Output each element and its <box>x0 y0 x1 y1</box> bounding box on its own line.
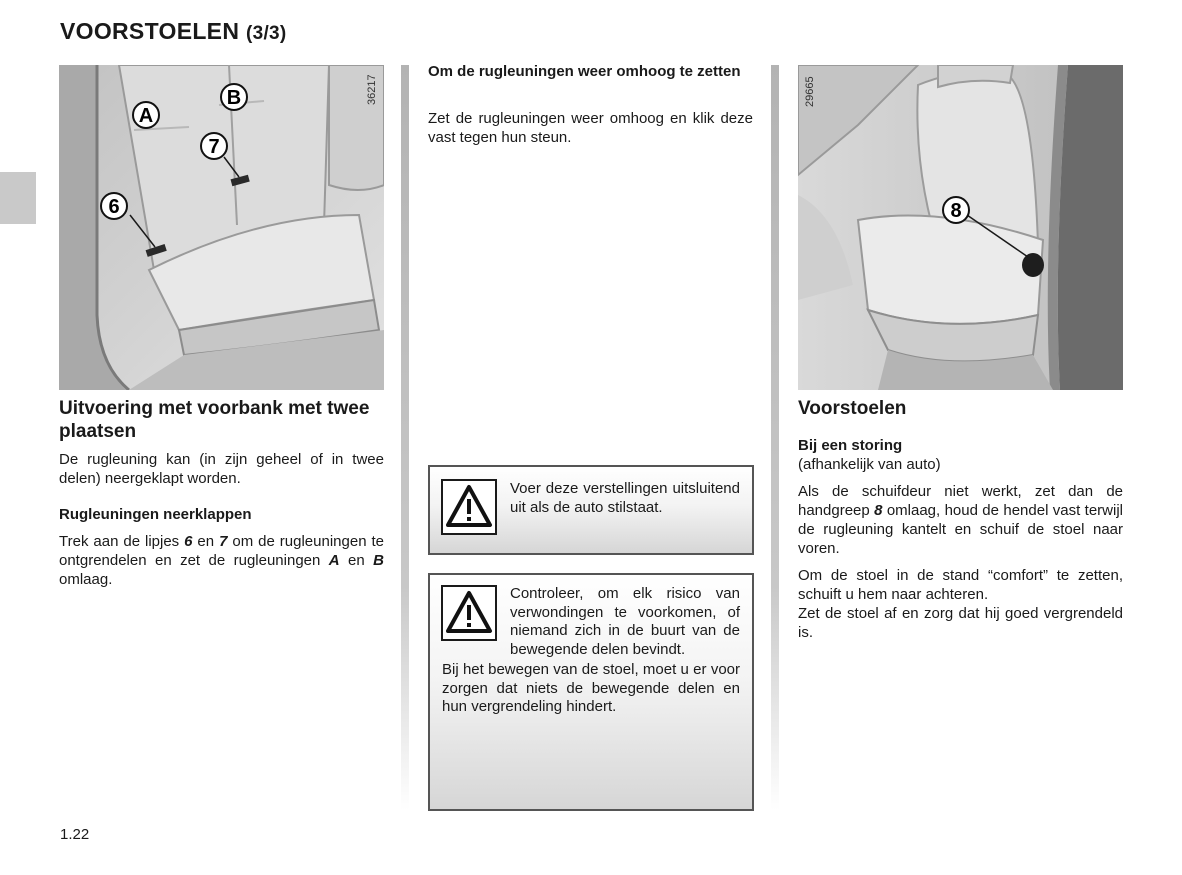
left-body-3: om de rugleuningen te ontgrendelen en zet de rugleuningen <box>59 533 384 569</box>
right-subheading: Bij een storing <box>798 437 903 454</box>
left-body-1: Trek aan de lipjes <box>59 533 185 550</box>
page-number: 1.22 <box>60 826 90 843</box>
section-tab <box>0 172 36 224</box>
page-title <box>60 18 287 45</box>
ref-a: A <box>328 552 340 569</box>
right-para-1-a: Als de schuifdeur niet werkt, zet dan de handgreep <box>798 483 1123 519</box>
left-body-2: en <box>192 533 220 550</box>
callout-7: 7 <box>208 136 220 158</box>
warning-1-text: Voer deze verstellingen uitsluitend uit als de auto stilstaat. <box>510 480 740 516</box>
ref-6: 6 <box>184 533 193 550</box>
left-heading: Uitvoering met voorbank met twee plaatsen <box>59 398 370 442</box>
right-para-2: Om de stoel in de stand “comfort” te zetten, schuift u hem naar achteren. <box>798 567 1123 603</box>
ref-7: 7 <box>219 533 228 550</box>
right-heading: Voorstoelen <box>798 398 907 419</box>
ref-8: 8 <box>874 502 883 519</box>
warning-triangle-icon <box>441 479 497 535</box>
left-body <box>59 532 384 589</box>
right-callouts <box>798 65 1123 390</box>
callout-6: 6 <box>108 196 120 218</box>
left-body-4: en <box>339 552 374 569</box>
column-divider-right <box>771 65 779 810</box>
ref-b: B <box>373 552 384 569</box>
callout-8: 8 <box>950 200 962 222</box>
right-para-3: Zet de stoel af en zorg dat hij goed vergrendeld is. <box>798 605 1123 641</box>
middle-subheading: Om de rugleuningen weer omhoog te zetten <box>428 63 741 80</box>
warning-triangle-icon <box>441 585 497 641</box>
warning-box-2 <box>428 573 754 811</box>
page-title-suffix: (3/3) <box>245 23 287 44</box>
right-subnote: (afhankelijk van auto) <box>798 456 941 473</box>
warning-2-text-a: Controleer, om elk risico van verwondingen te voorkomen, of niemand zich in de buurt van de bewegende delen bevindt. <box>510 585 740 658</box>
image-code: 29665 <box>804 76 816 107</box>
callout-a: A <box>138 105 154 127</box>
warning-2-text-b: Bij het bewegen van de stoel, moet u er voor zorgen dat niets de bewegende delen en hun vergrendeling hindert. <box>442 661 740 715</box>
left-intro: De rugleuning kan (in zijn geheel of in twee delen) neergeklapt worden. <box>59 451 384 487</box>
page-title-text: VOORSTOELEN <box>60 18 240 44</box>
left-body-5: omlaag. <box>59 571 113 588</box>
column-divider-left <box>401 65 409 810</box>
right-para-1-b: omlaag, houd de hendel vast terwijl de rugleuning kantelt en schuif de stoel naar voren. <box>798 502 1123 557</box>
left-subheading: Rugleuningen neerklappen <box>59 506 252 523</box>
left-callouts <box>59 65 384 390</box>
callout-b: B <box>226 87 242 109</box>
right-para-1 <box>798 482 1123 558</box>
warning-box-1 <box>428 465 754 555</box>
middle-body: Zet de rugleuningen weer omhoog en klik deze vast tegen hun steun. <box>428 110 753 146</box>
image-code: 36217 <box>366 74 378 105</box>
